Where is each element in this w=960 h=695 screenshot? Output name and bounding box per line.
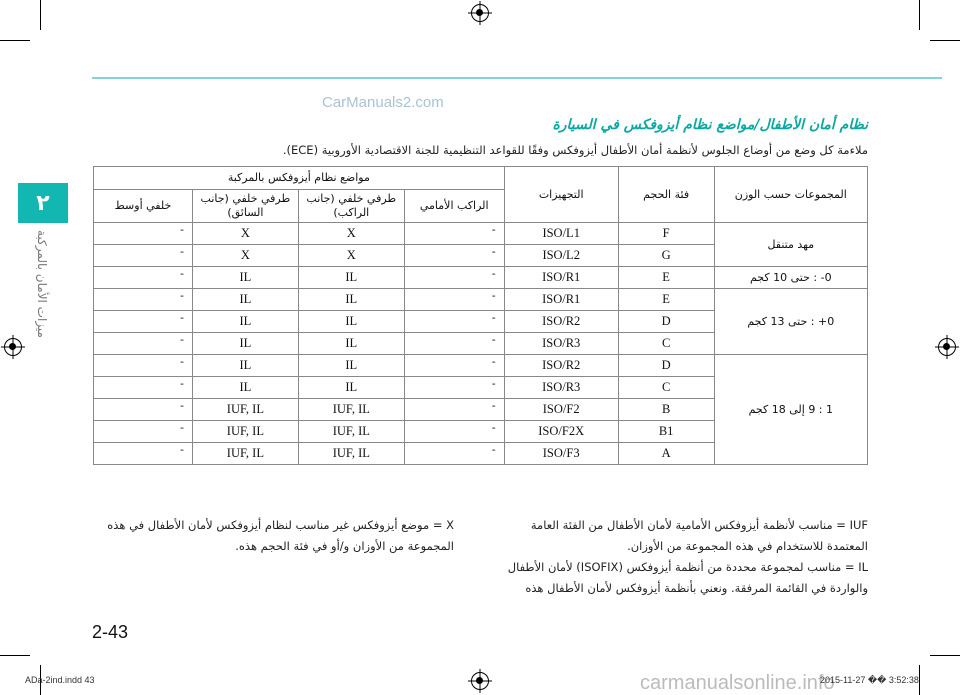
cell-rear-driver: IUF, IL bbox=[192, 421, 298, 443]
header-fixture: التجهيزات bbox=[504, 167, 618, 223]
header-weight-group: المجموعات حسب الوزن bbox=[714, 167, 867, 223]
cell-front: - bbox=[404, 223, 504, 245]
cell-fixture: ISO/R1 bbox=[504, 267, 618, 289]
cell-size: A bbox=[618, 443, 714, 465]
cell-center: - bbox=[94, 399, 193, 421]
chapter-side-text: ميزات الأمان بالمركبة bbox=[35, 230, 49, 338]
cell-front: - bbox=[404, 443, 504, 465]
cell-center: - bbox=[94, 421, 193, 443]
cell-rear-driver: IL bbox=[192, 289, 298, 311]
registration-mark-icon bbox=[938, 338, 956, 356]
table-row bbox=[94, 223, 868, 245]
cell-fixture: ISO/F2 bbox=[504, 399, 618, 421]
cell-rear-passenger: IL bbox=[298, 289, 404, 311]
header-rear-center: خلفي أوسط bbox=[94, 190, 193, 223]
isofix-table bbox=[93, 166, 868, 465]
footer-date: 2015-11-27 �� 3:52:38 bbox=[820, 675, 919, 685]
cell-size: C bbox=[618, 333, 714, 355]
cell-size: F bbox=[618, 223, 714, 245]
cell-weight-group: 1 : 9 إلى 18 كجم bbox=[714, 355, 867, 465]
cell-size: D bbox=[618, 311, 714, 333]
crop-mark bbox=[40, 0, 41, 30]
cell-rear-driver: IUF, IL bbox=[192, 443, 298, 465]
footer-filename: ADa-2ind.indd 43 bbox=[25, 675, 95, 685]
cell-size: E bbox=[618, 289, 714, 311]
header-rear-outboard-passenger: طرفي خلفي (جانب الراكب) bbox=[298, 190, 404, 223]
cell-fixture: ISO/F3 bbox=[504, 443, 618, 465]
cell-rear-driver: X bbox=[192, 223, 298, 245]
table-row bbox=[94, 267, 868, 289]
intro-text: ملاءمة كل وضع من أوضاع الجلوس لأنظمة أمان الأطفال أيزوفكس وفقًا للقواعد التنظيمية للجنة الاقتصادية الأوروبية (ECE). bbox=[282, 143, 868, 157]
crop-mark bbox=[919, 0, 920, 30]
cell-fixture: ISO/R3 bbox=[504, 377, 618, 399]
cell-center: - bbox=[94, 311, 193, 333]
registration-mark-icon bbox=[471, 672, 489, 690]
cell-size: D bbox=[618, 355, 714, 377]
cell-center: - bbox=[94, 377, 193, 399]
cell-front: - bbox=[404, 421, 504, 443]
page-number: 2-43 bbox=[92, 622, 129, 642]
cell-fixture: ISO/R1 bbox=[504, 289, 618, 311]
cell-rear-passenger: IL bbox=[298, 333, 404, 355]
cell-size: B bbox=[618, 399, 714, 421]
cell-center: - bbox=[94, 289, 193, 311]
crop-mark bbox=[0, 40, 30, 41]
registration-mark-icon bbox=[471, 4, 489, 22]
cell-fixture: ISO/R2 bbox=[504, 311, 618, 333]
legend-notes-right bbox=[498, 515, 868, 599]
header-size-class: فئة الحجم bbox=[618, 167, 714, 223]
cell-weight-group: 0- : حتى 10 كجم bbox=[714, 267, 867, 289]
note-il: IL = مناسب لمجموعة محددة من أنظمة أيزوفكس (ISOFIX) لأمان الأطفال والواردة في القائمة المرفقة. ونعني بأنظمة أيزوفكس لأمان الأطفال هذه bbox=[507, 560, 868, 595]
cell-rear-passenger: IL bbox=[298, 311, 404, 333]
cell-rear-driver: IL bbox=[192, 377, 298, 399]
header-rear-outboard-driver: طرفي خلفي (جانب السائق) bbox=[192, 190, 298, 223]
cell-weight-group: مهد متنقل bbox=[714, 223, 867, 267]
footer-watermark: carmanualsonline.info bbox=[640, 672, 835, 694]
cell-rear-passenger: IUF, IL bbox=[298, 399, 404, 421]
note-iuf: IUF = مناسب لأنظمة أيزوفكس الأمامية لأمان الأطفال من الفئة العامة المعتمدة للاستخدام في هذه المجموعة من الأوزان. bbox=[530, 518, 868, 553]
cell-fixture: ISO/R2 bbox=[504, 355, 618, 377]
crop-mark bbox=[919, 665, 920, 695]
crop-mark bbox=[0, 655, 30, 656]
cell-size: G bbox=[618, 245, 714, 267]
cell-rear-passenger: IUF, IL bbox=[298, 443, 404, 465]
cell-rear-driver: IUF, IL bbox=[192, 399, 298, 421]
cell-fixture: ISO/F2X bbox=[504, 421, 618, 443]
cell-size: C bbox=[618, 377, 714, 399]
cell-weight-group: 0+ : حتى 13 كجم bbox=[714, 289, 867, 355]
cell-fixture: ISO/L2 bbox=[504, 245, 618, 267]
legend-notes-left bbox=[92, 515, 454, 557]
cell-rear-driver: X bbox=[192, 245, 298, 267]
cell-rear-passenger: IL bbox=[298, 267, 404, 289]
cell-rear-passenger: IL bbox=[298, 355, 404, 377]
cell-rear-driver: IL bbox=[192, 333, 298, 355]
header-rule bbox=[92, 77, 942, 79]
cell-fixture: ISO/L1 bbox=[504, 223, 618, 245]
cell-front: - bbox=[404, 333, 504, 355]
cell-center: - bbox=[94, 355, 193, 377]
table-row bbox=[94, 289, 868, 311]
cell-front: - bbox=[404, 355, 504, 377]
cell-rear-passenger: X bbox=[298, 223, 404, 245]
cell-rear-driver: IL bbox=[192, 355, 298, 377]
cell-rear-passenger: X bbox=[298, 245, 404, 267]
crop-mark bbox=[930, 655, 960, 656]
table-row bbox=[94, 355, 868, 377]
cell-front: - bbox=[404, 399, 504, 421]
header-front-passenger: الراكب الأمامي bbox=[404, 190, 504, 223]
section-title: نظام أمان الأطفال/مواضع نظام أيزوفكس في السيارة bbox=[552, 117, 868, 133]
registration-mark-icon bbox=[4, 338, 22, 356]
cell-front: - bbox=[404, 377, 504, 399]
chapter-tab: ٢ bbox=[18, 183, 68, 223]
watermark: CarManuals2.com bbox=[322, 94, 444, 111]
cell-rear-driver: IL bbox=[192, 311, 298, 333]
cell-front: - bbox=[404, 267, 504, 289]
cell-rear-passenger: IL bbox=[298, 377, 404, 399]
cell-front: - bbox=[404, 311, 504, 333]
cell-rear-driver: IL bbox=[192, 267, 298, 289]
cell-center: - bbox=[94, 267, 193, 289]
cell-fixture: ISO/R3 bbox=[504, 333, 618, 355]
cell-front: - bbox=[404, 245, 504, 267]
note-x: X = موضع أيزوفكس غير مناسب لنظام أيزوفكس لأمان الأطفال في هذه المجموعة من الأوزان و/أو في فئة الحجم هذه. bbox=[107, 518, 454, 553]
crop-mark bbox=[930, 40, 960, 41]
cell-center: - bbox=[94, 223, 193, 245]
cell-center: - bbox=[94, 333, 193, 355]
cell-size: B1 bbox=[618, 421, 714, 443]
cell-center: - bbox=[94, 443, 193, 465]
cell-center: - bbox=[94, 245, 193, 267]
cell-size: E bbox=[618, 267, 714, 289]
cell-front: - bbox=[404, 289, 504, 311]
header-isofix-positions: مواضع نظام أيزوفكس بالمركبة bbox=[94, 167, 505, 190]
cell-rear-passenger: IUF, IL bbox=[298, 421, 404, 443]
chapter-side-label bbox=[22, 224, 62, 344]
